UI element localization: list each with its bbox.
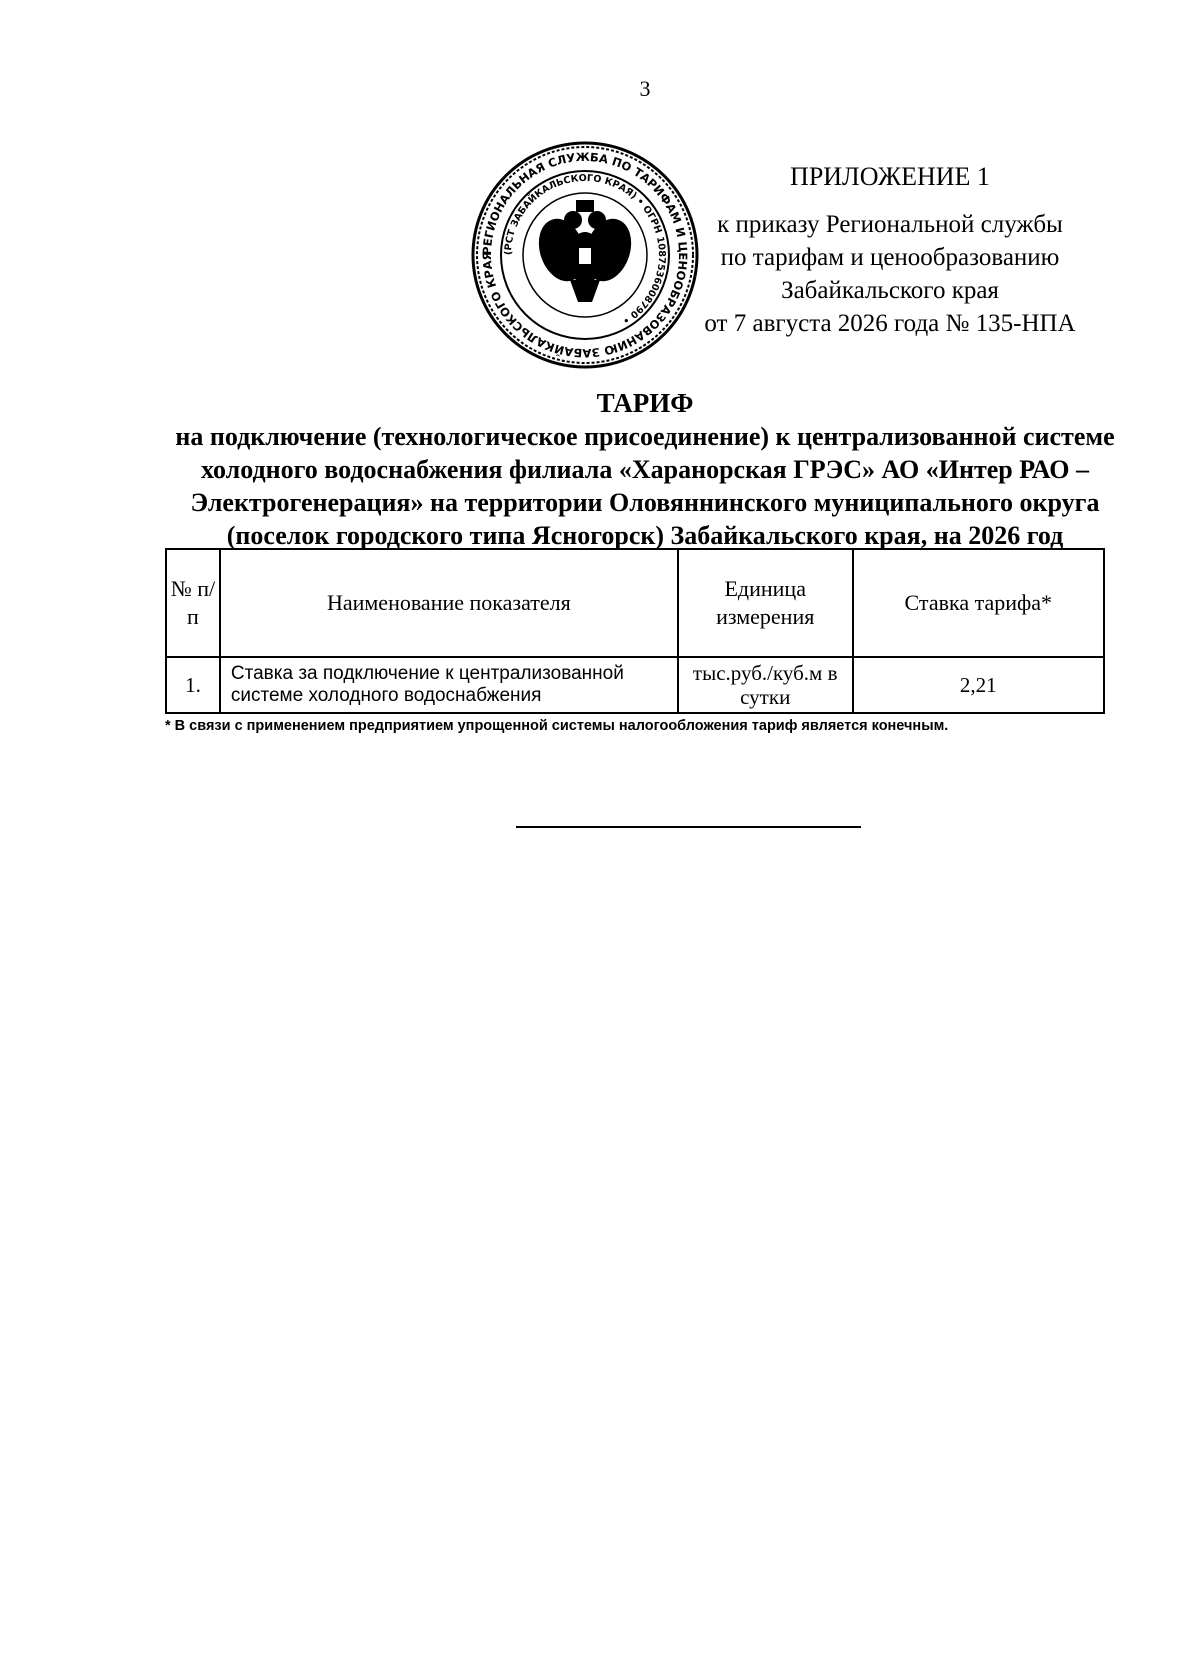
appendix-title: ПРИЛОЖЕНИЕ 1: [790, 162, 990, 191]
table-row: [166, 657, 1104, 713]
appendix-line: по тарифам и ценообразованию: [720, 244, 1060, 271]
appendix-line: Забайкальского края: [781, 277, 999, 304]
appendix-reference: [660, 208, 1120, 340]
table-header-row: [166, 549, 1104, 657]
appendix-line: от 7 августа 2026 года № 135-НПА: [704, 310, 1076, 337]
tariff-table: [165, 548, 1105, 714]
document-title: ТАРИФ: [596, 388, 694, 418]
cell-indicator-name: Ставка за подключение к централизованной системе холодного водоснабжения: [220, 657, 678, 713]
cell-unit: тыс.руб./куб.м в сутки: [678, 657, 853, 713]
seal-outer-text: РЕГИОНАЛЬНАЯ СЛУЖБА ПО ТАРИФАМ И ЦЕНООБРАЗОВАНИЮ ЗАБАЙКАЛЬСКОГО КРАЯ: [479, 149, 691, 361]
coat-of-arms-icon: [531, 200, 639, 302]
header-indicator-name: Наименование показателя: [220, 549, 678, 657]
page-number: 3: [639, 76, 651, 101]
header-number: № п/п: [166, 549, 220, 657]
end-of-document-line: [516, 826, 861, 828]
seal-inner-text: (РСТ ЗАБАЙКАЛЬСКОГО КРАЯ) • ОГРН 1087536008790 •: [502, 172, 668, 327]
cell-number: 1.: [166, 657, 220, 713]
cell-rate: 2,21: [853, 657, 1104, 713]
header-rate: Ставка тарифа*: [853, 549, 1104, 657]
footnote: * В связи с применением предприятием упрощенной системы налогообложения тариф является конечным.: [165, 718, 949, 734]
header-unit: Единица измерения: [678, 549, 853, 657]
document-subtitle: на подключение (технологическое присоединение) к централизованной системе холодного водоснабжения филиала «Харанорская ГРЭС» АО «Интер РАО – Электрогенерация» на территории Оловяннинского муниципального округа (поселок городского типа Ясногорск) Забайкальского края, на 2026 год: [175, 422, 1115, 550]
appendix-line: к приказу Региональной службы: [717, 211, 1063, 238]
